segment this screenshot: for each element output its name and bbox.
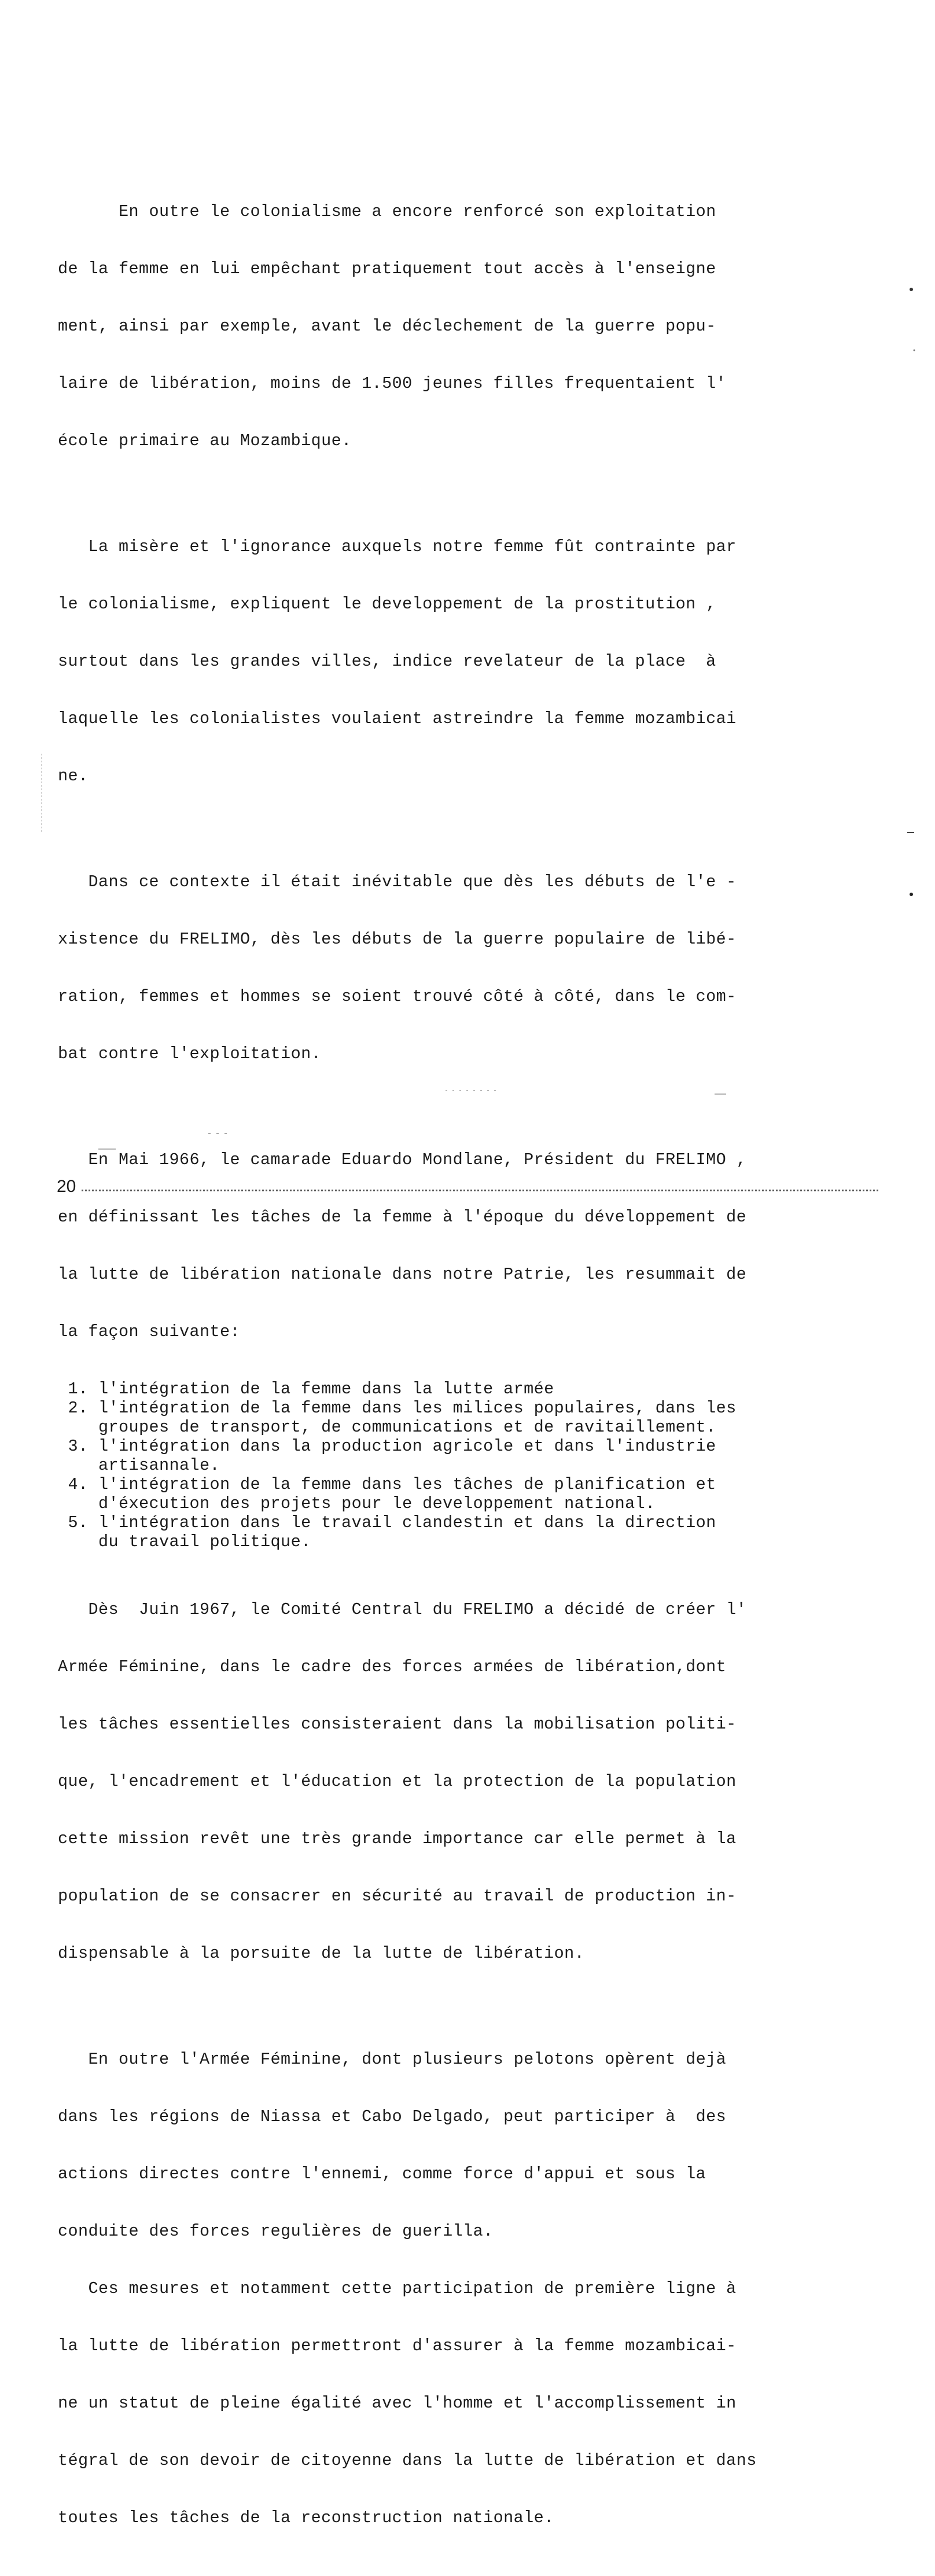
numbered-list — [58, 1379, 868, 1551]
text-line: cette mission revêt une très grande importance car elle permet à la — [58, 1829, 737, 1848]
text-line: la lutte de libération permettront d'assurer à la femme mozambicai- — [58, 2336, 737, 2355]
list-item: du travail politique. — [58, 1532, 311, 1551]
text-line: tégral de son devoir de citoyenne dans la lutte de libération et dans — [58, 2451, 757, 2470]
body-text — [58, 164, 868, 2576]
paragraph-2 — [58, 499, 868, 824]
paragraph-4 — [58, 1112, 868, 1379]
text-line: La misère et l'ignorance auxquels notre femme fût contrainte par — [58, 537, 737, 556]
text-line: en définissant les tâches de la femme à l'époque du développement de — [58, 1208, 747, 1227]
list-item: 1. l'intégration de la femme dans la lutte armée — [58, 1379, 554, 1399]
text-line: En outre l'Armée Féminine, dont plusieurs pelotons opèrent dejà — [58, 2050, 727, 2069]
text-line: que, l'encadrement et l'éducation et la protection de la population — [58, 1772, 737, 1791]
text-line: dispensable à la porsuite de la lutte de libération. — [58, 1944, 585, 1963]
list-item: 3. l'intégration dans la production agricole et dans l'industrie — [58, 1437, 716, 1456]
text-line: En outre le colonialisme a encore renforcé son exploitation — [58, 202, 716, 221]
page-footer — [57, 1175, 878, 1198]
list-item: d'éxecution des projets pour le developpement national. — [58, 1494, 656, 1513]
text-line: Ces mesures et notamment cette participation de première ligne à — [58, 2279, 737, 2298]
text-line: bat contre l'exploitation. — [58, 1044, 322, 1063]
list-item: artisannale. — [58, 1456, 220, 1475]
dotted-rule — [82, 1190, 878, 1191]
text-line: la façon suivante: — [58, 1322, 241, 1341]
text-line: ment, ainsi par exemple, avant le déclechement de la guerre popu- — [58, 317, 716, 336]
text-line: ne un statut de pleine égalité avec l'homme et l'accomplissement in — [58, 2394, 737, 2413]
text-line: laire de libération, moins de 1.500 jeunes filles frequentaient l' — [58, 374, 727, 393]
list-item: 2. l'intégration de la femme dans les milices populaires, dans les — [58, 1399, 737, 1418]
text-line: de la femme en lui empêchant pratiquement tout accès à l'enseigne — [58, 259, 716, 278]
text-line: le colonialisme, expliquent le developpement de la prostitution , — [58, 595, 716, 614]
paragraph-5 — [58, 1562, 868, 2001]
text-line: xistence du FRELIMO, dès les débuts de la guerre populaire de libé- — [58, 930, 737, 949]
text-line: Armée Féminine, dans le cadre des forces armées de libération,dont — [58, 1657, 727, 1676]
paragraph-6 — [58, 2012, 868, 2566]
list-item: 5. l'intégration dans le travail clandestin et dans la direction — [58, 1513, 716, 1532]
text-line: surtout dans les grandes villes, indice revelateur de la place à — [58, 652, 716, 671]
text-line: conduite des forces regulières de guerilla. — [58, 2222, 494, 2241]
paragraph-3 — [58, 834, 868, 1102]
text-line: la lutte de libération nationale dans notre Patrie, les resummait de — [58, 1265, 747, 1284]
text-line: ne. — [58, 766, 89, 786]
text-line: laquelle les colonialistes voulaient astreindre la femme mozambicai — [58, 709, 737, 728]
list-item: 4. l'intégration de la femme dans les tâches de planification et — [58, 1475, 716, 1494]
list-item: groupes de transport, de communications et de ravitaillement. — [58, 1418, 716, 1437]
text-line: actions directes contre l'ennemi, comme force d'appui et sous la — [58, 2164, 706, 2184]
text-line: ration, femmes et hommes se soient trouvé côté à côté, dans le com- — [58, 987, 737, 1006]
text-line: population de se consacrer en sécurité au travail de production in- — [58, 1887, 737, 1906]
text-line: toutes les tâches de la reconstruction nationale. — [58, 2508, 554, 2527]
text-line: dans les régions de Niassa et Cabo Delgado, peut participer à des — [58, 2107, 727, 2126]
page-number: 20 — [57, 1177, 76, 1196]
text-line: Dans ce contexte il était inévitable que dès les débuts de l'e - — [58, 872, 737, 891]
text-line: En Mai 1966, le camarade Eduardo Mondlane, Président du FRELIMO , — [58, 1150, 747, 1169]
paragraph-1 — [58, 164, 868, 489]
text-line: les tâches essentielles consisteraient dans la mobilisation politi- — [58, 1715, 737, 1734]
text-line: école primaire au Mozambique. — [58, 431, 352, 450]
text-line: Dès Juin 1967, le Comité Central du FRELIMO a décidé de créer l' — [58, 1600, 747, 1619]
